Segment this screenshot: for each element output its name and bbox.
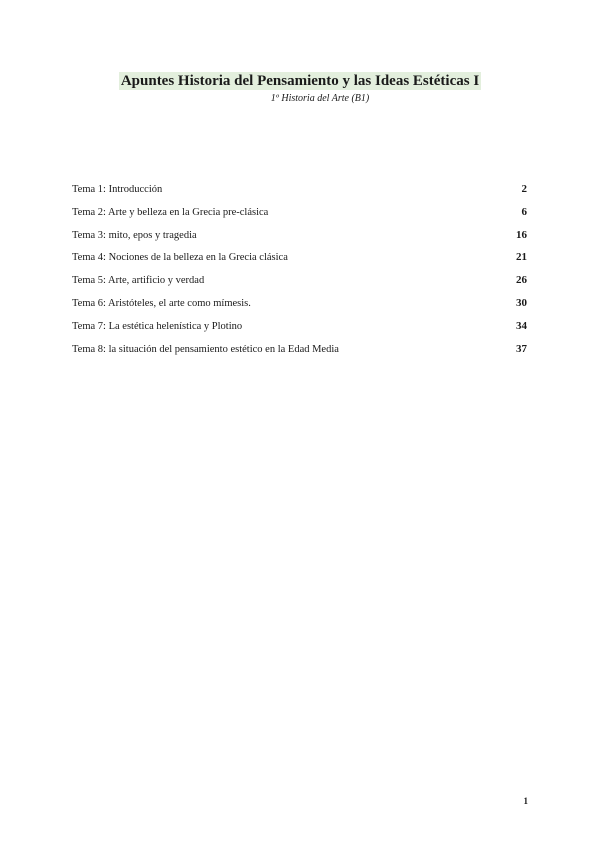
toc-entry-page: 16: [516, 228, 527, 241]
toc-entry-page: 30: [516, 296, 527, 309]
toc-entry[interactable]: [72, 229, 527, 252]
toc-entry[interactable]: [72, 206, 527, 229]
toc-entry-label: Tema 5: Arte, artificio y verdad: [72, 275, 205, 287]
toc-entry-page: 34: [516, 319, 527, 332]
toc-entry[interactable]: [72, 343, 527, 366]
document-title: Apuntes Historia del Pensamiento y las Ideas Estéticas I: [120, 73, 480, 89]
toc-entry[interactable]: [72, 274, 527, 297]
toc-entry-page: 2: [521, 183, 527, 195]
toc-entry-label: Tema 4: Nociones de la belleza en la Grecia clásica: [72, 252, 288, 264]
toc-entry-label: Tema 1: Introducción: [72, 184, 163, 195]
toc-entry-page: 6: [521, 205, 527, 218]
title-block: [0, 70, 600, 105]
toc-entry-label: Tema 7: La estética helenística y Plotino: [72, 320, 243, 332]
toc-entry-label: Tema 3: mito, epos y tragedia: [72, 229, 197, 241]
toc-entry-page: 26: [516, 274, 527, 287]
toc-entry-label: Tema 6: Aristóteles, el arte como mímesis.: [72, 297, 251, 309]
toc-entry[interactable]: [72, 320, 527, 343]
toc-entry-page: 37: [516, 342, 527, 355]
toc-entry[interactable]: [72, 297, 527, 320]
toc-entry[interactable]: [72, 183, 527, 206]
document-subtitle: 1º Historia del Arte (B1): [270, 93, 370, 104]
table-of-contents: [72, 183, 527, 365]
toc-entry[interactable]: [72, 251, 527, 274]
page-number: 1: [523, 796, 528, 806]
toc-entry-page: 21: [516, 251, 527, 264]
toc-entry-label: Tema 2: Arte y belleza en la Grecia pre-clásica: [72, 206, 269, 218]
toc-entry-label: Tema 8: la situación del pensamiento estético en la Edad Media: [72, 343, 339, 355]
